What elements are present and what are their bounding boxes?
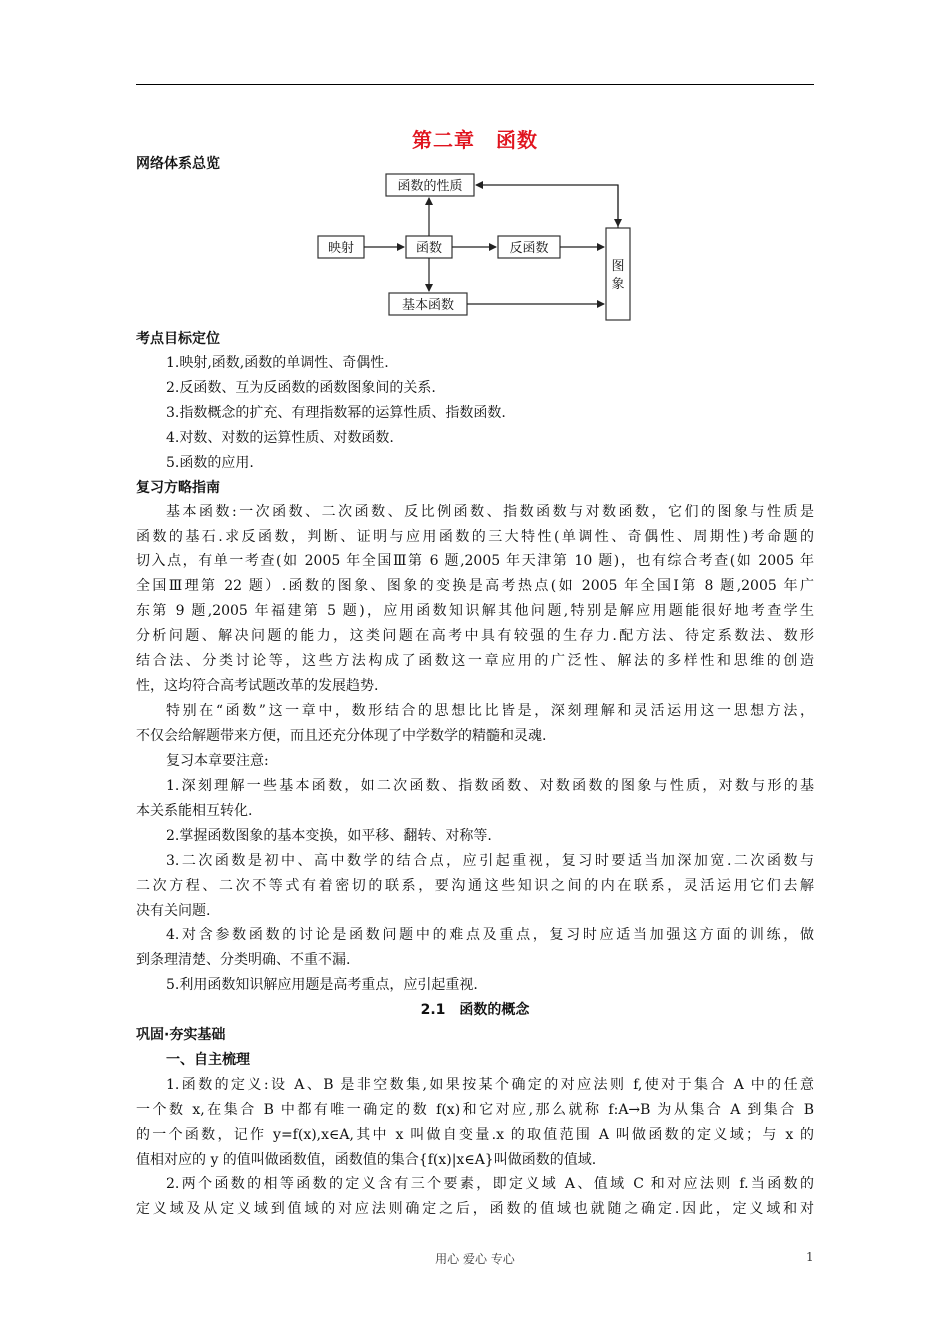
strategy-line: 3.二次函数是初中、高中数学的结合点，应引起重视，复习时要适当加深加宽.二次函数与: [166, 853, 814, 869]
concept-diagram: [300, 166, 640, 326]
label-image-1: 图: [611, 259, 625, 274]
strategy-line: 切入点，有单一考查(如 2005 年全国Ⅲ第 6 题,2005 年天津第 10 题)，也有综合考查(如 2005 年: [136, 553, 814, 569]
heading-strategy: 复习方略指南: [136, 480, 220, 496]
concept-line: 值相对应的 y 的值叫做函数值，函数值的集合{f(x)|x∈A}叫做函数的值域.: [136, 1152, 597, 1168]
strategy-line: 特别在“函数”这一章中，数形结合的思想比比皆是，深刻理解和灵活运用这一思想方法，: [166, 703, 814, 719]
page-footer: 用心 爱心 专心: [435, 1252, 515, 1266]
heading-self-review: 一、自主梳理: [166, 1052, 250, 1068]
concept-line: 一个数 x,在集合 B 中都有唯一确定的数 f(x)和它对应,那么就称 f:A→B 为从集合 A 到集合 B: [136, 1102, 814, 1118]
strategy-line: 到条理清楚、分类明确、不重不漏.: [136, 952, 351, 968]
node-image: [606, 228, 630, 320]
target-item: 4.对数、对数的运算性质、对数函数.: [166, 430, 394, 446]
label-inverse: 反函数: [509, 241, 549, 256]
target-item: 1.映射,函数,函数的单调性、奇偶性.: [166, 355, 389, 371]
heading-targets: 考点目标定位: [136, 331, 220, 347]
header-rule: [136, 84, 814, 85]
label-mapping: 映射: [327, 241, 355, 256]
strategy-line: 性，这均符合高考试题改革的发展趋势.: [136, 678, 379, 694]
strategy-line: 5.利用函数知识解应用题是高考重点，应引起重视.: [166, 977, 478, 993]
target-item: 5.函数的应用.: [166, 455, 254, 471]
arrow-image-properties: [476, 185, 618, 228]
strategy-line: 决有关问题.: [136, 903, 211, 919]
strategy-line: 东第 9 题,2005 年福建第 5 题)，应用函数知识解其他问题,特别是解应用题能很好地考查学生: [136, 603, 814, 619]
strategy-line: 函数的基石.求反函数，判断、证明与应用函数的三大特性(单调性、奇偶性、周期性)考命题的: [136, 529, 814, 545]
label-properties: 函数的性质: [397, 179, 463, 194]
strategy-line: 分析问题、解决问题的能力，这类问题在高考中具有较强的生存力.配方法、待定系数法、数形: [136, 628, 814, 644]
strategy-line: 二次方程、二次不等式有着密切的联系，要沟通这些知识之间的内在联系，灵活运用它们去解: [136, 878, 814, 894]
strategy-line: 全国Ⅲ理第 22 题）.函数的图象、图象的变换是高考热点(如 2005 年全国Ⅰ第 8 题,2005 年广: [136, 578, 814, 594]
label-basic: 基本函数: [401, 298, 455, 313]
heading-foundation: 巩固·夯实基础: [136, 1027, 226, 1043]
concept-line: 2.两个函数的相等函数的定义含有三个要素，即定义域 A、值域 C 和对应法则 f.当函数的: [166, 1176, 814, 1192]
concept-line: 1.函数的定义:设 A、B 是非空数集,如果按某个确定的对应法则 f,使对于集合 A 中的任意: [166, 1077, 814, 1093]
strategy-line: 复习本章要注意:: [166, 753, 269, 769]
page-number: 1: [806, 1250, 814, 1264]
strategy-line: 结合法、分类讨论等，这些方法构成了函数这一章应用的广泛性、解法的多样性和思维的创造: [136, 653, 814, 669]
label-image-2: 象: [611, 277, 625, 292]
heading-concept: 2.1 函数的概念: [420, 1002, 530, 1018]
chapter-title: 第二章 函数: [412, 128, 538, 152]
concept-line: 的一个函数，记作 y=f(x),x∈A,其中 x 叫做自变量.x 的取值范围 A 叫做函数的定义域；与 x 的: [136, 1127, 814, 1143]
target-item: 2.反函数、互为反函数的函数图象间的关系.: [166, 380, 436, 396]
heading-network: 网络体系总览: [136, 156, 220, 172]
label-function: 函数: [415, 241, 443, 256]
strategy-line: 本关系能相互转化.: [136, 803, 253, 819]
strategy-line: 基本函数:一次函数、二次函数、反比例函数、指数函数与对数函数，它们的图象与性质是: [166, 504, 814, 520]
strategy-line: 4.对含参数函数的讨论是函数问题中的难点及重点，复习时应适当加强这方面的训练，做: [166, 927, 814, 943]
strategy-line: 1.深刻理解一些基本函数，如二次函数、指数函数、对数函数的图象与性质，对数与形的基: [166, 778, 814, 794]
strategy-line: 不仅会给解题带来方便，而且还充分体现了中学数学的精髓和灵魂.: [136, 728, 547, 744]
target-item: 3.指数概念的扩充、有理指数幂的运算性质、指数函数.: [166, 405, 506, 421]
concept-line: 定义域及从定义域到值域的对应法则确定之后，函数的值域也就随之确定.因此，定义域和对: [136, 1201, 814, 1217]
strategy-line: 2.掌握函数图象的基本变换，如平移、翻转、对称等.: [166, 828, 492, 844]
